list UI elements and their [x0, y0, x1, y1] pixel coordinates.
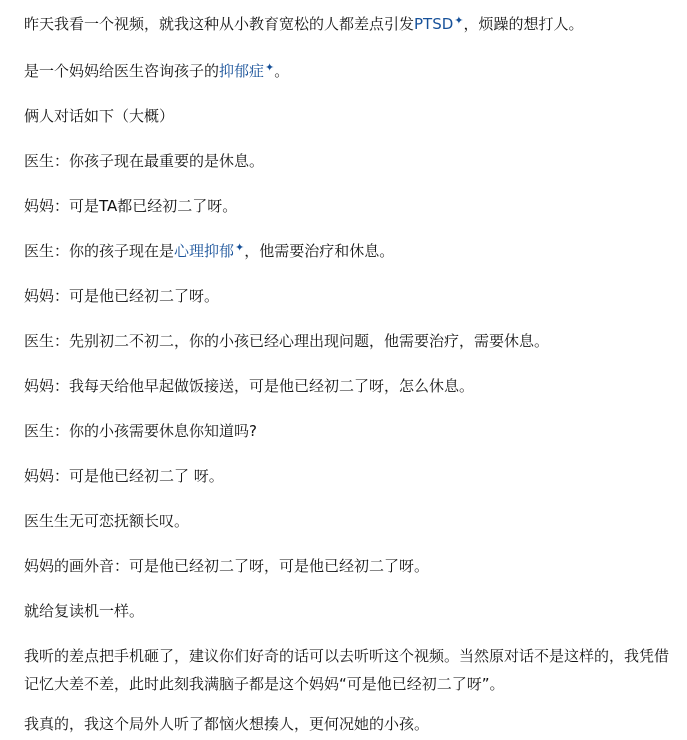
paragraph-8: 医生：先别初二不初二，你的小孩已经心理出现问题，他需要治疗，需要休息。 [24, 332, 550, 350]
sparkle-icon: ✦ [265, 61, 275, 74]
sparkle-icon: ✦ [235, 241, 245, 254]
paragraph-text: ，烦躁的想打人。 [463, 15, 584, 33]
paragraph-7: 妈妈：可是他已经初二了呀。 [24, 287, 220, 305]
paragraph-4: 医生：你孩子现在最重要的是休息。 [24, 152, 265, 170]
paragraph-11: 妈妈：可是他已经初二了 呀。 [24, 467, 224, 485]
paragraph-15: 我听的差点把手机砸了，建议你们好奇的话可以去听听这个视频。当然原对话不是这样的，我凭借记忆大差不差，此时此刻我满脑子都是这个妈妈“可是他已经初二了呀”。 [24, 647, 670, 693]
psychological-depression-link[interactable]: 心理抑郁 [174, 242, 235, 260]
paragraph-14: 就给复读机一样。 [24, 602, 145, 620]
paragraph-5: 妈妈：可是TA都已经初二了呀。 [24, 197, 238, 215]
paragraph-6 [24, 239, 673, 265]
paragraph-text: 医生：你的孩子现在是 [24, 242, 175, 260]
paragraph-text: 。 [274, 62, 290, 80]
paragraph-9: 妈妈：我每天给他早起做饭接送，可是他已经初二了呀，怎么休息。 [24, 377, 475, 395]
paragraph-10: 医生：你的小孩需要休息你知道吗? [24, 422, 257, 440]
ptsd-link[interactable]: PTSD [414, 15, 454, 33]
paragraph-12: 医生生无可恋抚额长叹。 [24, 512, 190, 530]
paragraph-1 [24, 12, 673, 38]
sparkle-icon: ✦ [454, 14, 464, 27]
paragraph-13: 妈妈的画外音：可是他已经初二了呀，可是他已经初二了呀。 [24, 557, 430, 575]
depression-link[interactable]: 抑郁症 [219, 62, 265, 80]
paragraph-2 [24, 59, 673, 85]
paragraph-text: ，他需要治疗和休息。 [244, 242, 395, 260]
paragraph-16: 我真的，我这个局外人听了都恼火想揍人，更何况她的小孩。 [24, 715, 430, 733]
paragraph-3: 俩人对话如下（大概） [24, 107, 175, 125]
paragraph-text: 昨天我看一个视频，就我这种从小教育宽松的人都差点引发 [24, 15, 415, 33]
paragraph-text: 是一个妈妈给医生咨询孩子的 [24, 62, 220, 80]
